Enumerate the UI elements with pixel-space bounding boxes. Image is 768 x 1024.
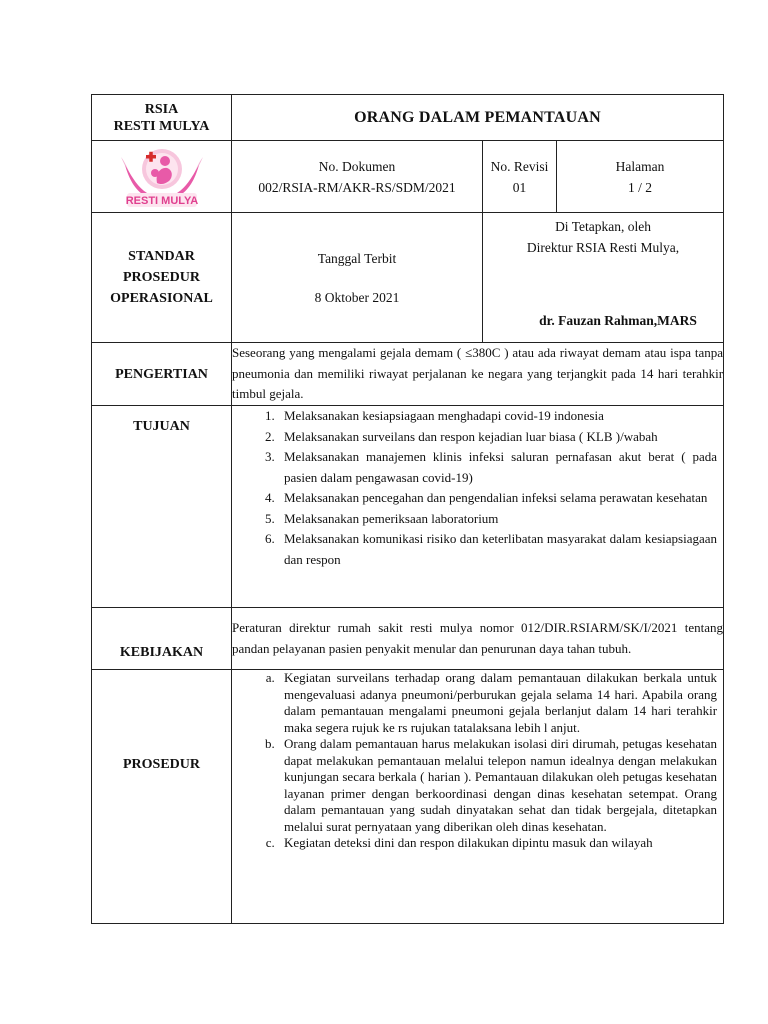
tujuan-list-cell [232, 406, 724, 608]
prosedur-list-cell [232, 670, 724, 924]
page-label: Halaman [615, 158, 665, 174]
list-item: 3. Melaksanakan manajemen klinis infeksi saluran pernafasan akut berat ( pada pasien dalam pengawasan covid-19) [278, 447, 717, 488]
signatory-name: dr. Fauzan Rahman,MARS [539, 313, 697, 328]
doc-number-cell [232, 141, 483, 213]
issue-date-cell [232, 213, 483, 343]
prosedur-row [92, 670, 724, 924]
list-item: 2. Melaksanakan surveilans dan respon kejadian luar biasa ( KLB )/wabah [278, 427, 717, 448]
kebijakan-row [92, 608, 724, 670]
tujuan-label: TUJUAN [92, 406, 232, 608]
page-number-cell [557, 141, 724, 213]
issue-date-label: Tanggal Terbit [317, 250, 397, 266]
list-item: 1. Melaksanakan kesiapsiagaan menghadapi covid-19 indonesia [278, 406, 717, 427]
kebijakan-label: KEBIJAKAN [92, 608, 232, 670]
issue-date-value: 8 Oktober 2021 [314, 289, 400, 305]
approval-line-2: Direktur RSIA Resti Mulya, [526, 240, 680, 255]
approval-cell [483, 213, 724, 343]
document-info-row [92, 141, 724, 213]
list-item: 4. Melaksanakan pencegahan dan pengendalian infeksi selama perawatan kesehatan [278, 488, 717, 509]
hospital-logo-icon [117, 145, 207, 209]
sop-label-cell [92, 213, 232, 343]
document-title: ORANG DALAM PEMANTAUAN [232, 95, 724, 141]
list-item: b. Orang dalam pemantauan harus melakukan isolasi diri dirumah, petugas kesehatan dapat melakukan pemantauan melalui telepon namun idealnya dengan melakukan kunjungan secara berkala ( harian ). Pemantauan dilakukan oleh petugas kesehatan layanan primer dengan berkoordinasi dengan dinas kesehatan setempat. Orang dalam pemantauan yang sudah dinyatakan sehat dan tidak bergejala, ditetapkan melalui surat pernyataan yang diberikan oleh dinas kesehatan. [278, 736, 717, 835]
pengertian-text: Seseorang yang mengalami gejala demam ( ≤380C ) atau ada riwayat demam atau ispa tanpa pneumonia dan memiliki riwayat perjalanan ke negara yang terjangkit pada 14 hari terahkir timbul gejala. [232, 343, 724, 406]
page-value: 1 / 2 [628, 179, 653, 195]
tujuan-row [92, 406, 724, 608]
kebijakan-text: Peraturan direktur rumah sakit resti mulya nomor 012/DIR.RSIARM/SK/I/2021 tentang pandan pelayanan pasien penyakit menular dan penurunan daya tahan tubuh. [232, 608, 724, 670]
sop-label-line-3: OPERASIONAL [110, 291, 213, 306]
revision-label: No. Revisi [490, 158, 549, 174]
logo-text: RESTI MULYA [125, 194, 198, 207]
list-item: c. Kegiatan deteksi dini dan respon dilakukan dipintu masuk dan wilayah [278, 835, 717, 852]
pengertian-label: PENGERTIAN [92, 343, 232, 406]
list-item: 5. Melaksanakan pemeriksaan laboratorium [278, 509, 717, 530]
tujuan-list [232, 406, 723, 570]
revision-value: 01 [512, 179, 527, 195]
list-item: 6. Melaksanakan komunikasi risiko dan keterlibatan masyarakat dalam kesiapsiagaan dan respon [278, 529, 717, 570]
org-line-1: RSIA [144, 101, 179, 117]
list-item: a. Kegiatan surveilans terhadap orang dalam pemantauan dilakukan berkala untuk mengevaluasi adanya pneumoni/perburukan gejala selama 14 hari. Apabila orang dalam pemantauan mengalami pneumoni gejala berlanjut dalam 14 hari terahkir maka segera rujuk ke rs rujukan tatalaksana lebih l anjut. [278, 670, 717, 736]
sop-approval-row [92, 213, 724, 343]
org-name-cell [92, 95, 232, 141]
prosedur-list [232, 670, 723, 852]
org-line-2: RESTI MULYA [113, 118, 210, 134]
sop-table [91, 94, 724, 924]
sop-label-line-2: PROSEDUR [122, 270, 200, 285]
prosedur-label: PROSEDUR [92, 670, 232, 924]
logo-cell [92, 141, 232, 213]
pengertian-row [92, 343, 724, 406]
doc-number-value: 002/RSIA-RM/AKR-RS/SDM/2021 [258, 179, 456, 195]
sop-label-line-1: STANDAR [128, 249, 195, 264]
revision-cell [483, 141, 557, 213]
approval-line-1: Di Tetapkan, oleh [555, 219, 651, 234]
doc-number-label: No. Dokumen [318, 158, 396, 174]
header-row [92, 95, 724, 141]
